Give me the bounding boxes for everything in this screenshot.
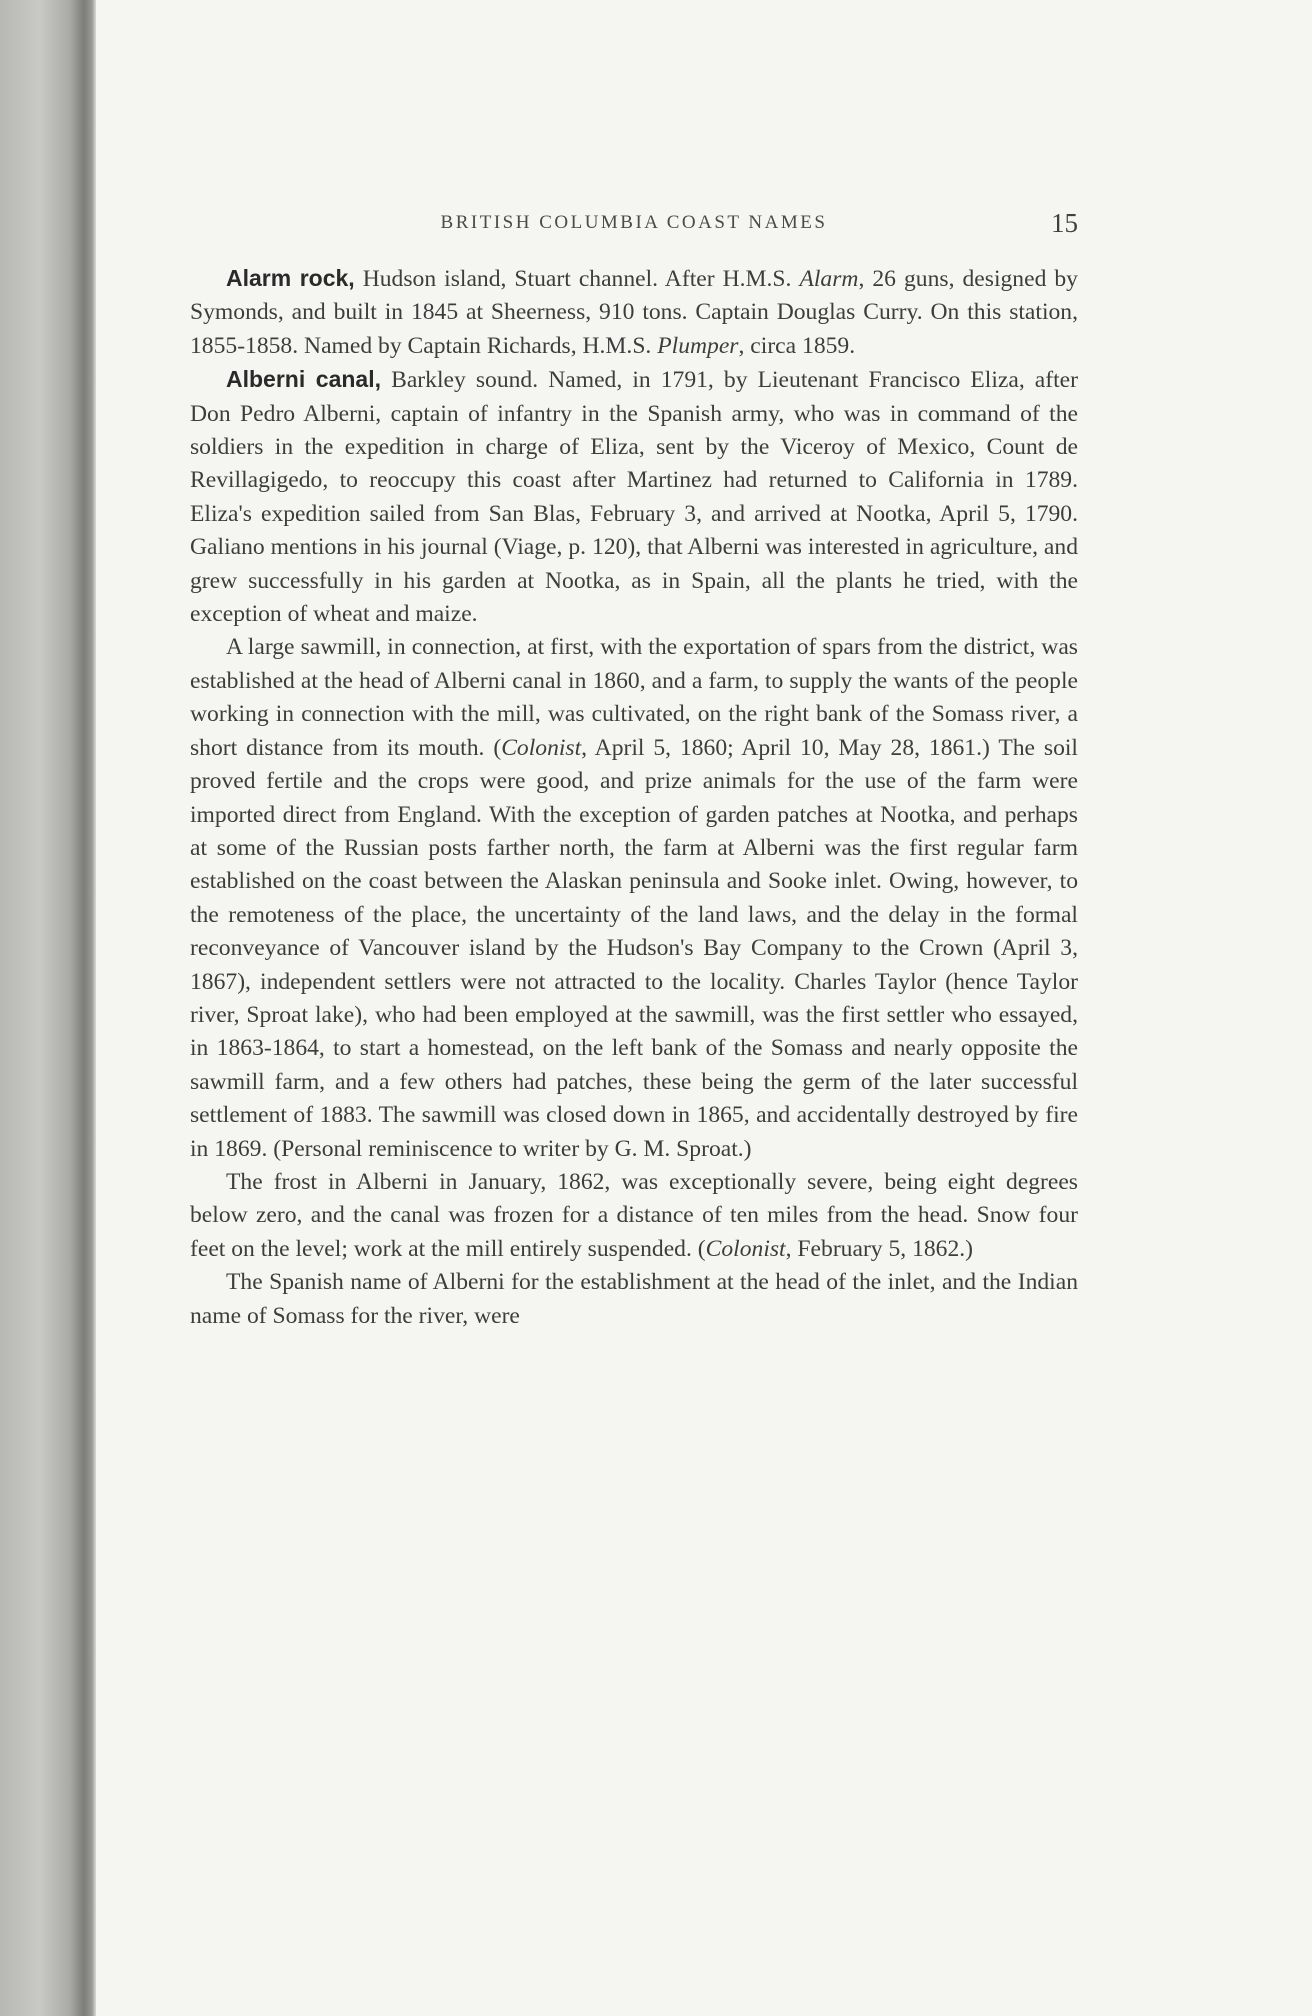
body-paragraph [190,1166,1078,1266]
text-run: , 26 guns, designed by Symonds, and built in 1845 at Sheerness, 910 tons. Captain Douglas Curry. On this station, 1855-1858. Named by Captain Richards, H.M.S. [190,266,1078,359]
body-paragraph [190,631,1078,1166]
text-run: Barkley sound. Named, in 1791, by Lieutenant Francisco Eliza, after Don Pedro Alberni, captain of infantry in the Spanish army, who was in command of the soldiers in the expedition in charge of Eliza, sent by the Viceroy of Mexico, Count de Revillagigedo, to reoccupy this coast after Martinez had returned to California in 1789. Eliza's expedition sailed from San Blas, February 3, and arrived at Nootka, April 5, 1790. Galiano mentions in his journal (Viage, p. 120), that Alberni was interested in agriculture, and grew successfully in his garden at Nootka, as in Spain, all the plants he tried, with the exception of wheat and maize. [190,367,1079,628]
italic-text: Colonist [705,1235,786,1262]
text-run: , April 5, 1860; April 10, May 28, 1861.) The soil proved fertile and the crops were good, and prize animals for the use of the farm were imported direct from England. With the exception of garden patches at Nootka, and perhaps at some of the Russian posts farther north, the farm at Alberni was the first regular farm established on the coast between the Alaskan peninsula and Sooke inlet. Owing, however, to the remoteness of the place, the uncertainty of the land laws, and the delay in the formal reconveyance of Vancouver island by the Hudson's Bay Company to the Crown (April 3, 1867), independent settlers were not attracted to the locality. Charles Taylor (hence Taylor river, Sproat lake), who had been employed at the sawmill, was the first settler who essayed, in 1863-1864, to start a homestead, on the left bank of the Somass and nearly opposite the sawmill farm, and a few others had patches, these being the germ of the later successful settlement of 1883. The sawmill was closed down in 1865, and accidentally destroyed by fire in 1869. (Personal reminiscence to writer by G. M. Sproat.) [190,734,1078,1162]
text-run: The Spanish name of Alberni for the establishment at the head of the inlet, and the Indian name of Somass for the river, were [190,1269,1078,1329]
italic-text: Alarm [799,266,859,292]
italic-text: Plumper [657,332,739,359]
text-run: A large sawmill, in connection, at first, with the exportation of spars from the district, was established at the head of Alberni canal in 1860, and a farm, to supply the wants of the people working in connection with the mill, was cultivated, on the right bank of the Somass river, a short distance from its mouth. ( [190,634,1078,761]
text-run: The frost in Alberni in January, 1862, was exceptionally severe, being eight degrees below zero, and the canal was frozen for a distance of ten miles from the head. Snow four feet on the level; work at the mill entirely suspended. ( [190,1168,1078,1262]
text-run: , February 5, 1862.) [785,1235,974,1262]
entry-headword: Alberni canal, [226,366,382,393]
running-title: BRITISH COLUMBIA COAST NAMES [440,212,828,233]
page-number: 15 [1051,208,1078,238]
entry-paragraph [190,262,1078,363]
binding-margin [0,0,96,2016]
running-header [190,208,1078,242]
entry-paragraph [190,363,1078,631]
entry-headword: Alarm rock, [226,265,355,291]
italic-text: Colonist [501,734,582,761]
page-body [190,262,1078,1333]
body-paragraph [190,1266,1078,1333]
text-run: Hudson island, Stuart channel. After H.M.S. [354,266,800,292]
text-run: , circa 1859. [738,332,856,359]
